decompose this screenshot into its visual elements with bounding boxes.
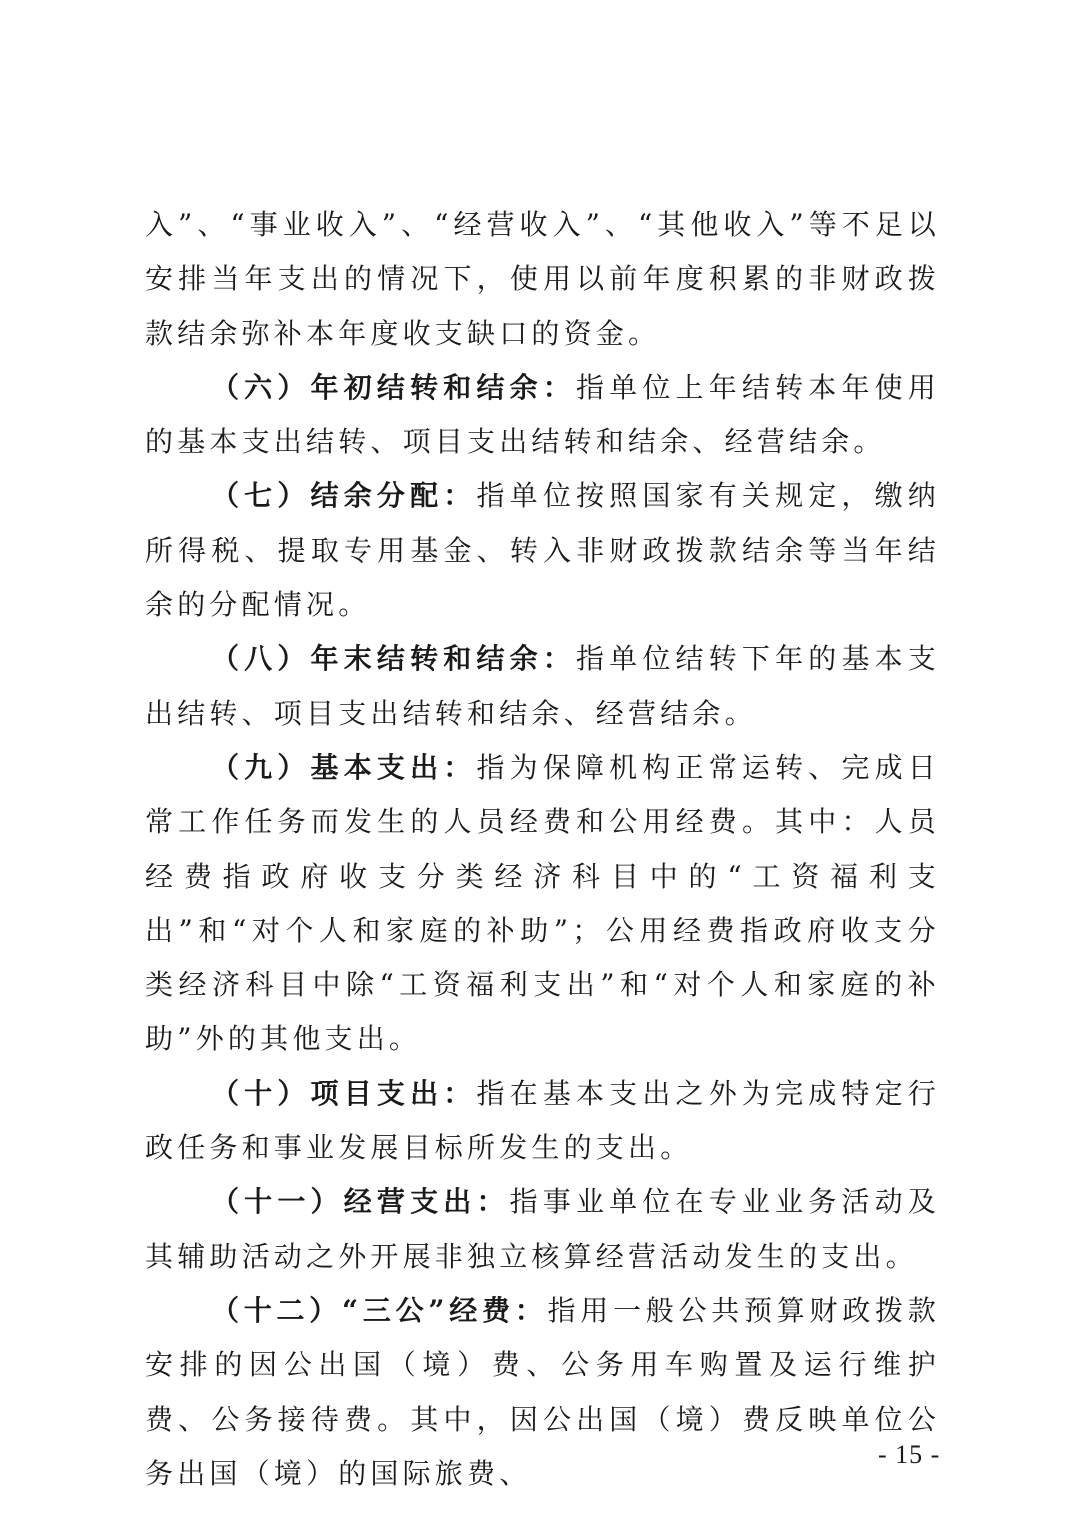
page-number: - 15 - — [878, 1440, 941, 1469]
definition-term: （七）结余分配： — [211, 479, 477, 513]
body-text — [145, 198, 940, 1501]
definition-term: （十二）“三公”经费： — [211, 1293, 548, 1327]
paragraph-operating-expenditure — [145, 1175, 940, 1284]
definition-text: 指在基本支出之外为完成特定行政任务和事业发展目标所发生的支出。 — [145, 1076, 940, 1165]
definition-text: 指事业单位在专业业务活动及其辅助活动之外开展非独立核算经营活动发生的支出。 — [145, 1185, 940, 1273]
paragraph-basic-expenditure — [145, 741, 940, 1067]
paragraph-surplus-distribution — [145, 469, 940, 632]
definition-term: （九）基本支出： — [211, 750, 477, 784]
definition-text: 指为保障机构正常运转、完成日常工作任务而发生的人员经费和公用经费。其中：人员经费指政府收支分类经济科目中的“工资福利支出”和“对个人和家庭的补助”；公用经费指政府收支分类经济科目中除“工资福利支出”和“对个人和家庭的补助”外的其他支出。 — [145, 750, 940, 1056]
definition-text: 指用一般公共预算财政拨款安排的因公出国（境）费、公务用车购置及运行维护费、公务接待费。其中，因公出国（境）费反映单位公务出国（境）的国际旅费、 — [145, 1293, 940, 1490]
paragraph-project-expenditure — [145, 1067, 940, 1176]
definition-text: 指单位结转下年的基本支出结转、项目支出结转和结余、经营结余。 — [145, 642, 941, 730]
definition-term: （十一）经营支出： — [211, 1185, 510, 1219]
definition-term: （六）年初结转和结余： — [211, 370, 576, 404]
paragraph-continuation — [145, 198, 940, 361]
paragraph-year-end-carryover — [145, 632, 940, 741]
definition-term: （十）项目支出： — [211, 1076, 477, 1110]
paragraph-three-public-expenses — [145, 1284, 940, 1501]
definition-term: （八）年末结转和结余： — [211, 642, 576, 676]
definition-text: 指单位上年结转本年使用的基本支出结转、项目支出结转和结余、经营结余。 — [145, 370, 941, 459]
paragraph-text: 入”、“事业收入”、“经营收入”、“其他收入”等不足以安排当年支出的情况下，使用以前年度积累的非财政拨款结余弥补本年度收支缺口的资金。 — [145, 208, 940, 350]
paragraph-year-start-carryover — [145, 361, 940, 470]
definition-text: 指单位按照国家有关规定，缴纳所得税、提取专用基金、转入非财政拨款结余等当年结余的分配情况。 — [145, 479, 940, 622]
